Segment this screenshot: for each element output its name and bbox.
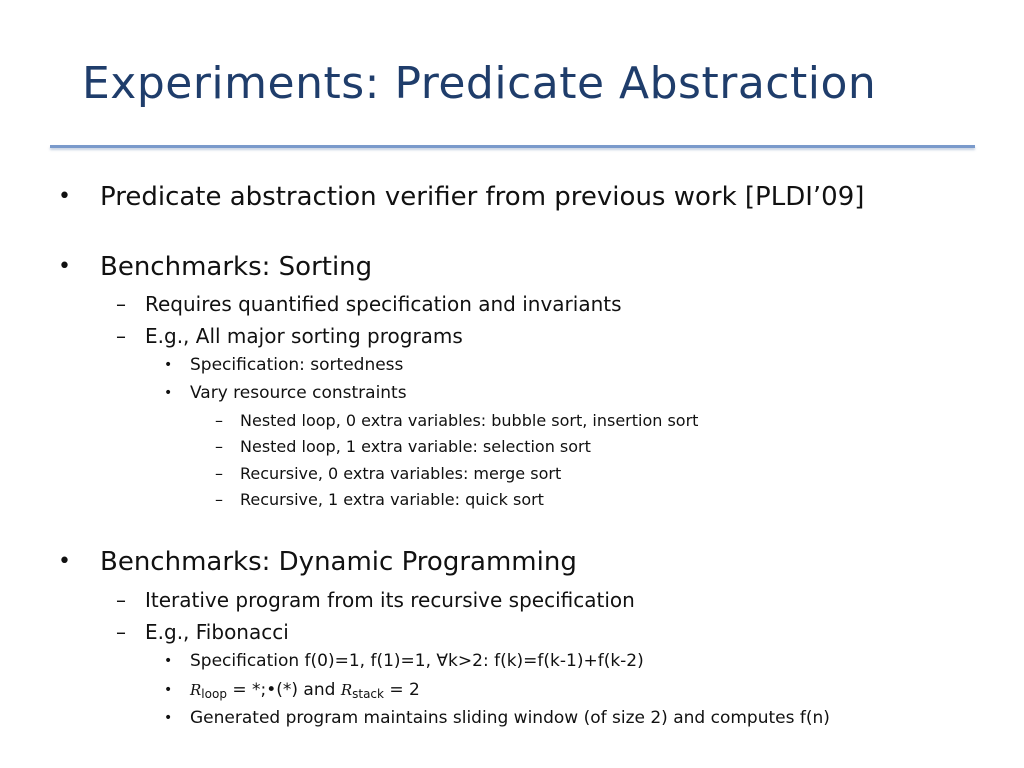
loop-value: = *;•(*) and — [226, 680, 341, 700]
sub-bullet-fibonacci: E.g., Fibonacci — [145, 620, 289, 644]
item-bubble-insertion: Nested loop, 0 extra variables: bubble sort, insertion sort — [240, 411, 699, 430]
r-symbol: R — [190, 681, 202, 699]
item-merge-sort: Recursive, 0 extra variables: merge sort — [240, 464, 562, 483]
item-resource-constraints: Vary resource constraints — [190, 383, 407, 403]
bullet-marker: • — [58, 254, 71, 279]
stack-subscript: stack — [352, 687, 384, 701]
dash-marker: – — [215, 490, 223, 509]
title-divider — [50, 145, 975, 148]
sub-bullet-iterative-program: Iterative program from its recursive specification — [145, 588, 635, 612]
dash-marker: – — [116, 620, 126, 644]
dash-marker: – — [116, 324, 126, 348]
dash-marker: – — [215, 437, 223, 456]
item-sliding-window: Generated program maintains sliding window (of size 2) and computes f(n) — [190, 708, 830, 728]
stack-value: = 2 — [383, 680, 420, 700]
loop-subscript: loop — [201, 687, 227, 701]
bullet-marker: • — [164, 653, 173, 669]
dash-marker: – — [116, 588, 126, 612]
dash-marker: – — [215, 411, 223, 430]
dash-marker: – — [215, 464, 223, 483]
bullet-marker: • — [164, 385, 173, 401]
bullet-marker: • — [58, 549, 71, 574]
item-sortedness: Specification: sortedness — [190, 355, 404, 375]
item-fib-spec: Specification f(0)=1, f(1)=1, ∀k>2: f(k)=f(k-1)+f(k-2) — [190, 651, 644, 671]
item-selection-sort: Nested loop, 1 extra variable: selection sort — [240, 437, 591, 456]
bullet-benchmarks-dp: Benchmarks: Dynamic Programming — [100, 547, 577, 577]
dash-marker: – — [116, 292, 126, 316]
bullet-marker: • — [164, 682, 173, 698]
sub-bullet-quantified-spec: Requires quantified specification and invariants — [145, 292, 622, 316]
bullet-pldi-verifier: Predicate abstraction verifier from previous work [PLDI’09] — [100, 182, 865, 212]
bullet-benchmarks-sorting: Benchmarks: Sorting — [100, 252, 373, 282]
item-quick-sort: Recursive, 1 extra variable: quick sort — [240, 490, 544, 509]
item-resource-values — [190, 680, 420, 701]
bullet-marker: • — [164, 357, 173, 373]
bullet-marker: • — [58, 184, 71, 209]
slide-title: Experiments: Predicate Abstraction — [82, 58, 877, 109]
r-symbol: R — [340, 681, 353, 699]
bullet-marker: • — [164, 710, 173, 726]
sub-bullet-sorting-programs: E.g., All major sorting programs — [145, 324, 463, 348]
